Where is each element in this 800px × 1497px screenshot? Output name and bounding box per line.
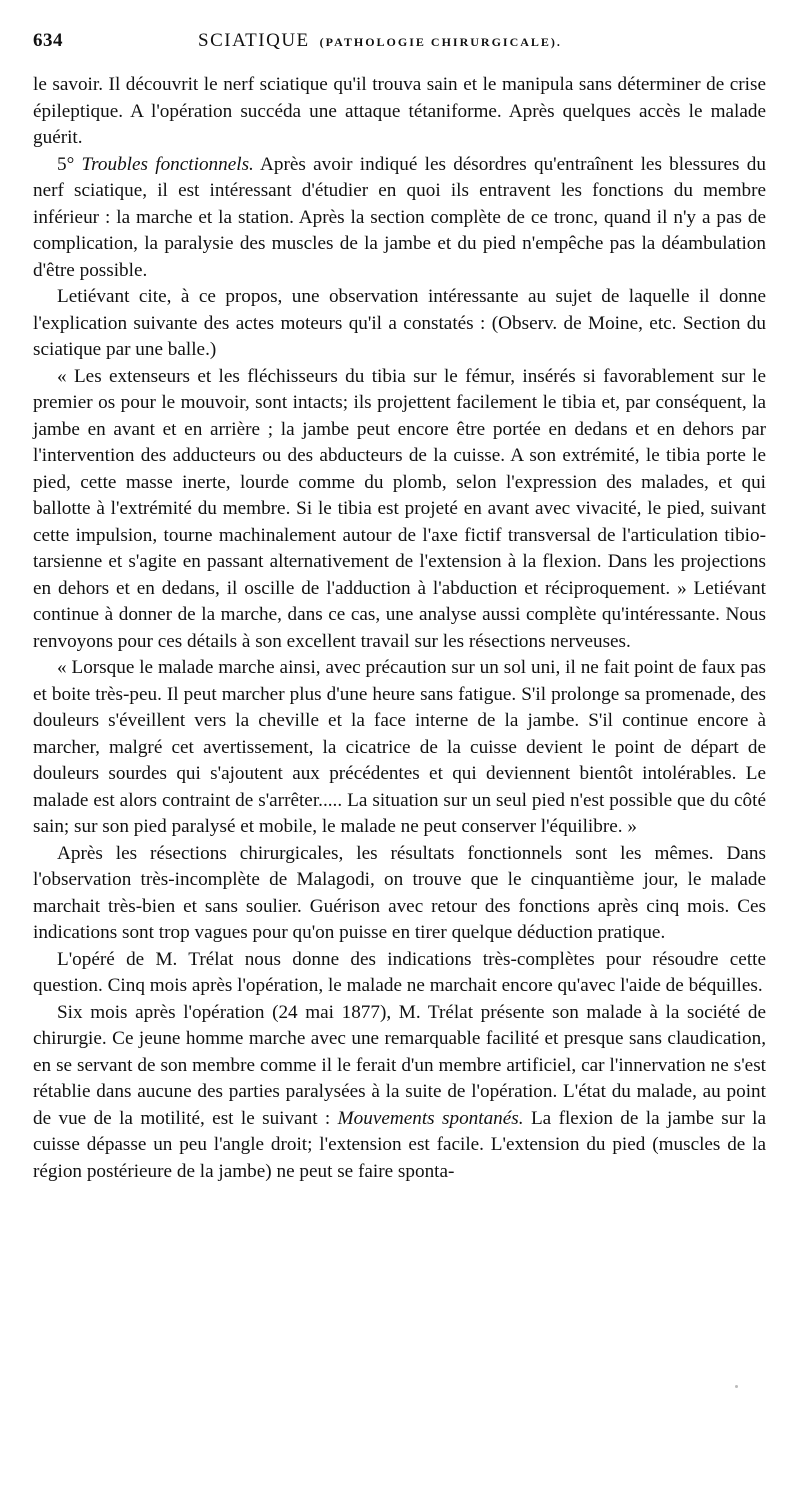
paragraph: le savoir. Il découvrit le nerf sciatique qu'il trouva sain et le manipula sans déterminer de crise épileptique. A l'opération succéda une attaque tétaniforme. Après quelques accès le malade guérit.: [33, 74, 766, 148]
paragraph-text: Après avoir indiqué les désordres qu'entraînent les blessures du nerf sciatique, il est intéressant d'étudier en quoi ils entravent les fonctions du membre inférieur : la marche et la station. Après la section complète de ce tronc, quand il n'y a pas de complication, la paralysie des muscles de la jambe et du pied n'empêche pas la déambulation d'être possible.: [33, 153, 766, 281]
book-page: [33, 30, 766, 1185]
paragraph: L'opéré de M. Trélat nous donne des indications très-complètes pour résoudre cette question. Cinq mois après l'opération, le malade ne marchait encore qu'avec l'aide de béquilles.: [33, 948, 766, 996]
running-title: SCIATIQUE: [198, 30, 310, 51]
running-subtitle: (PATHOLOGIE CHIRURGICALE).: [319, 35, 562, 49]
quote-paragraph: « Lorsque le malade marche ainsi, avec précaution sur un sol uni, il ne fait point de faux pas et boite très-peu. Il peut marcher plus d'une heure sans fatigue. S'il prolonge sa promenade, des douleurs s'éveillent vers la cheville et la face interne de la jambe. S'il continue encore à marcher, malgré cet avertissement, la cicatrice de la cuisse devient le point de départ de douleurs sourdes qui s'ajoutent aux précédentes et qui deviennent bientôt intolérables. Le malade est alors contraint de s'arrêter..... La situation sur un seul pied n'est possible que du côté sain; sur son pied paralysé et mobile, le malade ne peut conserver l'équilibre. »: [33, 657, 766, 837]
print-speck: [735, 1385, 738, 1388]
paragraph-troubles-fonctionnels: [33, 152, 766, 285]
running-header: [33, 30, 766, 72]
italic-term: Mouvements spontanés.: [337, 1107, 524, 1129]
body-text: [33, 72, 766, 1185]
section-heading: Troubles fonctionnels.: [81, 153, 254, 175]
paragraph: Letiévant cite, à ce propos, une observation intéressante au sujet de laquelle il donne l'explication suivante des actes moteurs qu'il a constatés : (Observ. de Moine, etc. Section du sciatique par une balle.): [33, 286, 766, 360]
paragraph-text-tail: La flexion de la jambe sur la cuisse dépasse un peu l'angle droit; l'extension est facile. L'extension du pied (muscles de la région postérieure de la jambe) ne peut se faire sponta-: [33, 1107, 766, 1182]
paragraph-text: Six mois après l'opération (24 mai 1877), M. Trélat présente son malade à la société de chirurgie. Ce jeune homme marche avec une remarquable facilité et presque sans claudication, en se servant de son membre comme il le ferait d'un membre artificiel, car l'innervation ne s'est rétablie dans aucune des parties paralysées à la suite de l'opération. L'état du malade, au point de vue de la motilité, est le suivant :: [33, 1001, 766, 1129]
paragraph-trelat: [33, 1000, 766, 1186]
quote-paragraph: « Les extenseurs et les fléchisseurs du tibia sur le fémur, insérés si favorablement sur le premier os pour le mouvoir, sont intacts; ils projettent facilement le tibia et, par conséquent, la jambe en avant et en arrière ; la jambe peut encore être portée en dedans et en dehors par l'intervention des adducteurs ou des abducteurs de la cuisse. A son extrémité, le tibia porte le pied, cette masse inerte, lourde comme du plomb, selon l'expression des malades, et qui ballotte à l'extrémité du membre. Si le tibia est projeté en avant avec vivacité, le pied, suivant cette impulsion, tourne machinalement autour de l'axe fictif transversal de l'articulation tibio-tarsienne et s'agite en passant alternativement de l'extension à la flexion. Dans les projections en dehors et en dedans, il oscille de l'adduction à l'abduction et réciproquement. » Letiévant continue à donner de la marche, dans ce cas, une analyse aussi complète qu'intéressante. Nous renvoyons pour ces détails à son excellent travail sur les résections nerveuses.: [33, 365, 766, 652]
page-number: 634: [33, 30, 63, 51]
section-number: 5°: [57, 153, 82, 175]
paragraph: Après les résections chirurgicales, les résultats fonctionnels sont les mêmes. Dans l'observation très-incomplète de Malagodi, on trouve que le cinquantième jour, le malade marchait très-bien et sans soulier. Guérison avec retour des fonctions après cinq mois. Ces indications sont trop vagues pour qu'on puisse en tirer quelque déduction pratique.: [33, 842, 766, 943]
